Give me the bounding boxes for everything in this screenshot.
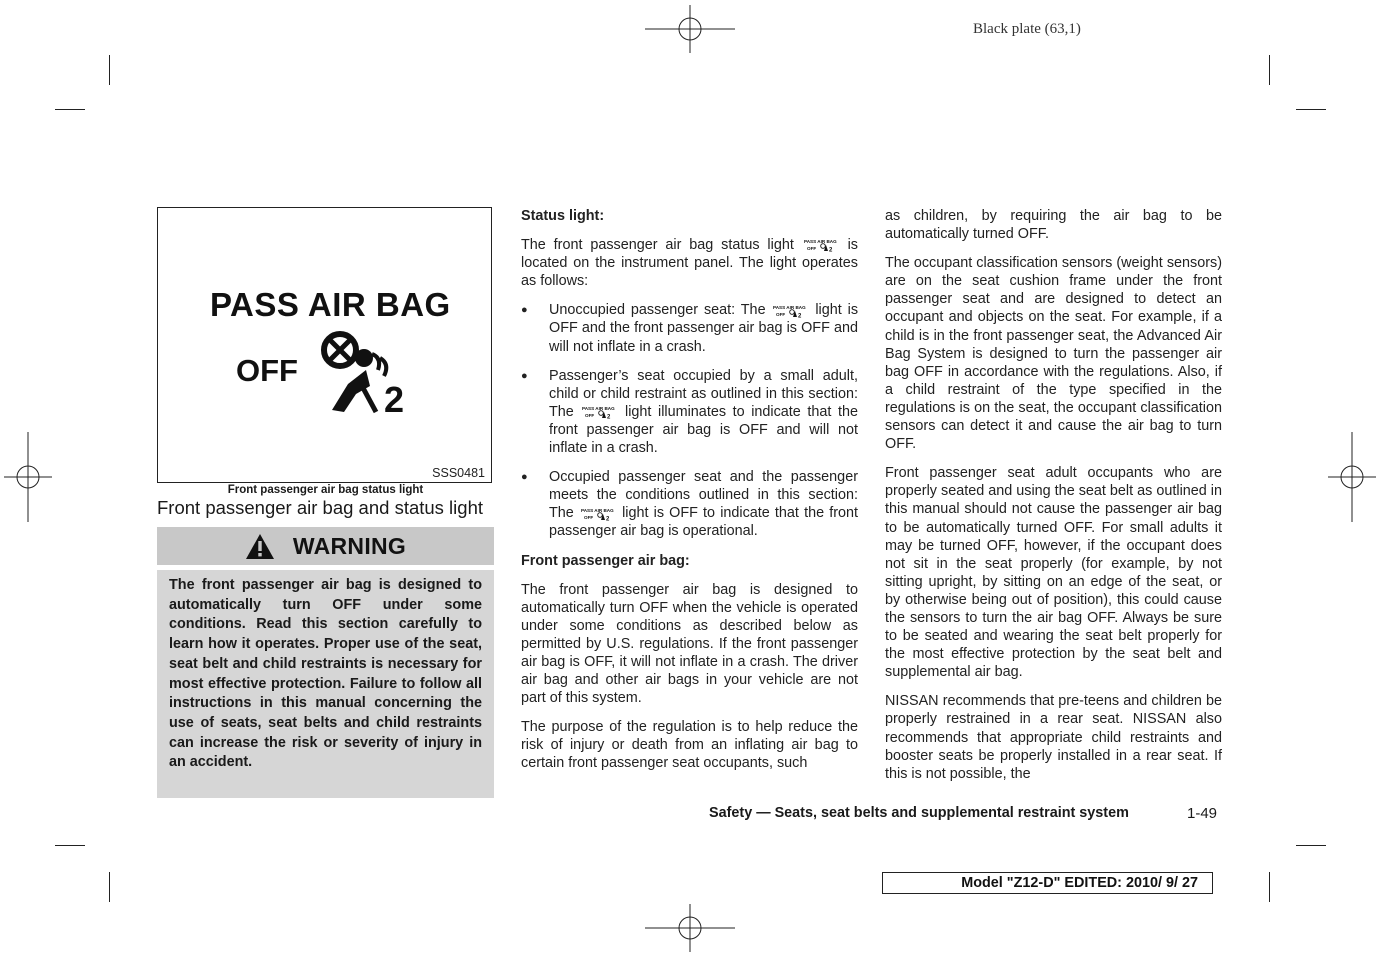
figure-code: SSS0481 (432, 466, 485, 480)
right-column (885, 207, 1222, 794)
warning-body: The front passenger air bag is designed to automatically turn OFF under some conditions. Read this section carefully to learn how it operates. Proper use of the seat, seat belt and child restraints is necessary for most effective protection. Failure to follow all instructions in this manual concerning the use of seats, seat belts and child restraints can increase the risk or severity of injury in an accident. (157, 570, 494, 798)
svg-text:2: 2 (798, 313, 802, 318)
list-item: ● Unoccupied passenger seat: The PASS AIR BAG OFF 2 light is OFF and the front passenger air bag is OFF and will not inflate in a crash. (521, 301, 858, 355)
status-light-figure (157, 207, 492, 483)
crop-mark (1296, 109, 1326, 110)
paragraph: NISSAN recommends that pre-teens and children be properly restrained in a rear seat. NISSAN also recommends that appropriate child restraints and booster seats be properly installed in a rear seat. If this is not possible, the (885, 693, 1222, 782)
warning-title: WARNING (292, 532, 407, 559)
svg-text:OFF: OFF (806, 246, 816, 252)
status-light-paragraph: The front passenger air bag status light PASS AIR BAG OFF 2 is located on the instrument panel. The light operates as follows: (521, 237, 858, 290)
svg-text:OFF: OFF (776, 311, 786, 317)
registration-mark-icon (1328, 432, 1376, 522)
figure-pass-air-bag-text: PASS AIR BAG (210, 286, 451, 323)
svg-text:2: 2 (828, 247, 833, 253)
pass-air-bag-off-icon (581, 507, 615, 521)
crop-mark (1269, 55, 1270, 85)
list-item: ● Occupied passenger seat and the passenger meets the conditions outlined in this section: The PASS AIR BAG OFF 2 light is OFF to indicate that the front passenger air bag is operational. (521, 468, 858, 540)
crop-mark (55, 109, 85, 110)
svg-text:PASS AIR BAG: PASS AIR BAG (803, 239, 837, 245)
seat-occupant-airbag-icon (318, 328, 418, 414)
front-air-bag-paragraph: The front passenger air bag is designed to automatically turn OFF when the vehicle is operated under some conditions as described below as permitted by U.S. regulations. If the front passenger air bag is OFF, it will not inflate in a crash. The driver air bag and other air bags in your vehicle are not part of this system. (521, 581, 858, 707)
pass-air-bag-off-icon (804, 238, 838, 252)
svg-text:PASS AIR BAG: PASS AIR BAG (582, 406, 616, 412)
crop-mark (109, 872, 110, 902)
figure-caption: Front passenger air bag status light (227, 484, 424, 496)
svg-text:OFF: OFF (585, 413, 595, 419)
pass-air-bag-off-icon (582, 405, 616, 419)
svg-text:PASS AIR BAG: PASS AIR BAG (580, 507, 614, 513)
svg-text:2: 2 (607, 414, 611, 420)
paragraph: as children, by requiring the air bag to be automatically turned OFF. (885, 208, 1222, 243)
svg-text:2: 2 (605, 516, 610, 521)
model-edited-label: Model "Z12-D" EDITED: 2010/ 9/ 27 (882, 872, 1213, 894)
svg-text:OFF: OFF (583, 514, 594, 520)
pass-air-bag-off-icon (773, 304, 807, 318)
plate-label: Black plate (63,1) (973, 21, 1081, 37)
crop-mark (109, 55, 110, 85)
crop-mark (1269, 872, 1270, 902)
registration-mark-icon (645, 904, 735, 952)
status-light-list (521, 301, 858, 540)
warning-header (157, 527, 494, 565)
registration-mark-icon (645, 5, 735, 53)
crop-mark (55, 845, 85, 846)
svg-text:PASS AIR BAG: PASS AIR BAG (773, 304, 807, 310)
page-number: 1-49 (1187, 805, 1218, 822)
paragraph: Front passenger seat adult occupants who are properly seated and using the seat belt as outlined in this manual should not cause the passenger air bag to be automatically turned OFF. For small adults it may be turned OFF, however, if the occupant does not sit in the seat properly (for example, by not sitting upright, by sitting on an edge of the seat, or by otherwise being out of position), this could cause the sensors to turn the air bag OFF. Always be sure to be seated and wearing the seat belt properly for the most effective protection by the seat belt and supplemental air bag. (885, 465, 1222, 681)
footer-section-title: Safety — Seats, seat belts and supplemental restraint system (709, 805, 1129, 821)
front-passenger-air-bag-heading: Front passenger air bag: (521, 552, 690, 569)
figure-title: Front passenger air bag and status light (157, 497, 483, 518)
status-light-heading: Status light: (521, 208, 605, 224)
warning-triangle-icon (245, 533, 275, 560)
crop-mark (1296, 845, 1326, 846)
paragraph: The occupant classification sensors (weight sensors) are on the seat cushion frame under the front passenger seat and are designed to detect an occupant and objects on the seat. For example, if a child is in the front passenger seat, the Advanced Air Bag System is designed to turn the passenger air bag OFF in accordance with the regulations. Also, if a child restraint of the type specified in the regulations is on the seat, the occupant classification sensors can detect it and cause the air bag to turn OFF. (885, 255, 1222, 453)
list-item: ● Passenger’s seat occupied by a small adult, child or child restraint as outlined in this section: The PASS AIR BAG OFF 2 light illuminates to indicate that the front passenger air bag is OFF and will not inflate in a crash. (521, 367, 858, 457)
middle-column (521, 207, 858, 784)
svg-text:2: 2 (384, 379, 405, 414)
figure-off-text: OFF (236, 353, 298, 388)
registration-mark-icon (4, 432, 52, 522)
purpose-paragraph: The purpose of the regulation is to help reduce the risk of injury or death from an inflating air bag to certain front passenger seat occupants, such (521, 719, 858, 772)
